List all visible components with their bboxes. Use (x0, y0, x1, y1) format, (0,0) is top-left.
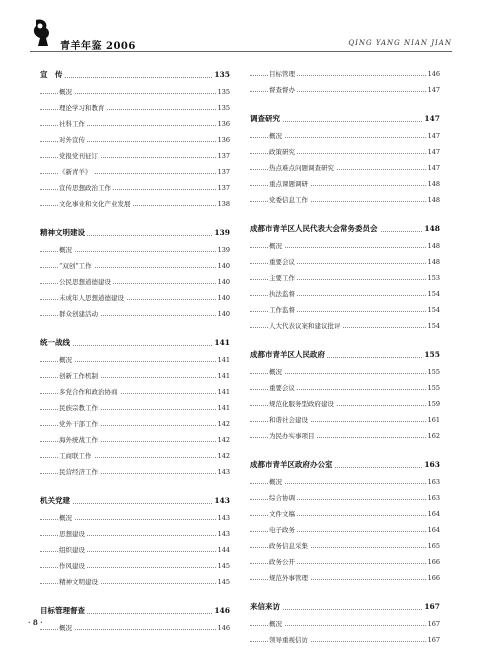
toc-item (40, 290, 230, 306)
toc-item (40, 464, 230, 480)
toc-section-page: 141 (212, 334, 230, 352)
toc-section-page: 146 (212, 602, 230, 620)
toc-item (40, 242, 230, 258)
toc-item-page: 166 (426, 570, 440, 586)
toc-item-page: 146 (216, 620, 230, 636)
toc-item-page: 164 (426, 506, 440, 522)
toc-item-page: 135 (216, 100, 230, 116)
page-number: · 8 · (28, 618, 43, 627)
toc-section-label: 宣 传 (40, 66, 65, 84)
toc-item-label: 党报党刊征订 (59, 148, 100, 164)
toc-item-page: 164 (426, 522, 440, 538)
toc-item (250, 522, 440, 538)
toc-item-label: 未成年人思想道德建设 (59, 290, 126, 306)
toc-item-label: 社科工作 (59, 116, 87, 132)
toc-item-label: 规范外事管理 (269, 570, 310, 586)
toc-item-page: 167 (426, 632, 440, 648)
toc-item-label: 作风建设 (59, 558, 87, 574)
toc-item (40, 510, 230, 526)
toc-item (40, 368, 230, 384)
toc-item-page: 142 (216, 448, 230, 464)
toc-item (40, 180, 230, 196)
toc-item-label: 目标管理 (269, 66, 297, 82)
toc-item-page: 135 (216, 84, 230, 100)
toc-item (250, 160, 440, 176)
toc-item (40, 274, 230, 290)
toc-item-label: 文化事业和文化产业发展 (59, 196, 133, 212)
toc-section-label: 成都市青羊区政府办公室 (250, 456, 335, 474)
toc-section (40, 224, 230, 242)
toc-item-label: “双创”工作 (59, 258, 94, 274)
toc-item-page: 139 (216, 242, 230, 258)
toc-item-label: 政务信息采集 (269, 538, 310, 554)
toc-item (250, 506, 440, 522)
toc-item (40, 306, 230, 322)
toc-item-page: 141 (216, 368, 230, 384)
toc-section (250, 220, 440, 238)
toc-item (250, 128, 440, 144)
toc-item-page: 140 (216, 306, 230, 322)
toc-item-page: 155 (426, 364, 440, 380)
toc-item-page: 146 (426, 66, 440, 82)
toc-item (250, 302, 440, 318)
toc-section (40, 602, 230, 620)
toc-item-label: 重要会议 (269, 380, 297, 396)
toc-item-page: 142 (216, 416, 230, 432)
toc-item-label: 概况 (269, 474, 284, 490)
toc-section (40, 66, 230, 84)
toc-item (40, 258, 230, 274)
toc-item-label: 对外宣传 (59, 132, 87, 148)
toc-item-label: 宣传思想政治工作 (59, 180, 113, 196)
leader-dots (40, 77, 230, 78)
toc-item-page: 136 (216, 116, 230, 132)
toc-item-label: 群众创建活动 (59, 306, 100, 322)
toc-section-page: 163 (422, 456, 440, 474)
toc-item-label: 多党合作和政治协商 (59, 384, 120, 400)
toc-item (40, 196, 230, 212)
toc-item (250, 474, 440, 490)
toc-item (250, 632, 440, 648)
toc-item (40, 132, 230, 148)
toc-item (40, 100, 230, 116)
toc-item (40, 574, 230, 590)
toc-item-page: 137 (216, 148, 230, 164)
toc-item-page: 153 (426, 270, 440, 286)
toc-item-label: 理论学习和教育 (59, 100, 107, 116)
toc-item-label: 概况 (269, 364, 284, 380)
toc-item (250, 396, 440, 412)
toc-item-page: 147 (426, 82, 440, 98)
toc-item-label: 重点课题调研 (269, 176, 310, 192)
toc-item-page: 147 (426, 160, 440, 176)
toc-item (40, 542, 230, 558)
toc-item-page: 142 (216, 432, 230, 448)
toc-item-label: 公民思想道德建设 (59, 274, 113, 290)
toc-section-label: 调查研究 (250, 110, 282, 128)
toc-section-label: 来信来访 (250, 598, 282, 616)
toc-section (250, 598, 440, 616)
toc-item-page: 141 (216, 352, 230, 368)
toc-section-page: 139 (212, 224, 230, 242)
toc-item (250, 428, 440, 444)
toc-item-label: 概况 (269, 238, 284, 254)
toc-item-label: 主要工作 (269, 270, 297, 286)
toc-item-label: 政策研究 (269, 144, 297, 160)
toc-section-page: 155 (422, 346, 440, 364)
toc-item (250, 554, 440, 570)
toc-item-label: 人大代表议案和建议批评 (269, 318, 343, 334)
toc-item-page: 155 (426, 380, 440, 396)
toc-section-label: 机关党建 (40, 492, 72, 510)
toc-item-label: 海外统战工作 (59, 432, 100, 448)
toc-section-page: 143 (212, 492, 230, 510)
toc-item (40, 448, 230, 464)
toc-section-page: 148 (422, 220, 440, 238)
toc-item-page: 136 (216, 132, 230, 148)
toc-section-label: 目标管理督查 (40, 602, 87, 620)
toc-item (40, 416, 230, 432)
toc-item (250, 490, 440, 506)
toc-item-page: 159 (426, 396, 440, 412)
toc-item-label: 创新工作机制 (59, 368, 100, 384)
toc-item-label: 民营经济工作 (59, 464, 100, 480)
toc-item-label: 民族宗教工作 (59, 400, 100, 416)
toc-item-page: 165 (426, 538, 440, 554)
toc-item-label: 为民办实事项目 (269, 428, 317, 444)
toc-item-label: 重要会议 (269, 254, 297, 270)
toc-item (250, 364, 440, 380)
toc-item-page: 143 (216, 464, 230, 480)
toc-item-page: 166 (426, 554, 440, 570)
toc-item (250, 380, 440, 396)
toc-item (40, 526, 230, 542)
toc-item-page: 147 (426, 128, 440, 144)
toc-item-page: 148 (426, 176, 440, 192)
toc-item-label: 和谐社会建设 (269, 412, 310, 428)
toc-item (40, 400, 230, 416)
toc-item (40, 164, 230, 180)
toc-item (250, 270, 440, 286)
yearbook-title: 青羊年鉴 2006 (60, 41, 136, 52)
toc-item-page: 162 (426, 428, 440, 444)
toc-item (250, 238, 440, 254)
toc-section-page: 147 (422, 110, 440, 128)
toc-item (40, 352, 230, 368)
toc-item-label: 精神文明建设 (59, 574, 100, 590)
toc-section-label: 统一战线 (40, 334, 72, 352)
toc-section-label: 成都市青羊区人民政府 (250, 346, 327, 364)
toc-item-page: 140 (216, 290, 230, 306)
toc-item-label: 思想建设 (59, 526, 87, 542)
toc-item (40, 384, 230, 400)
toc-item-page: 161 (426, 412, 440, 428)
toc-item-label: 概况 (59, 352, 74, 368)
toc-item-label: 文件文稿 (269, 506, 297, 522)
toc-item-label: 电子政务 (269, 522, 297, 538)
toc-right-column (250, 66, 440, 648)
toc-item (40, 116, 230, 132)
toc-item-label: 规范化服务型政府建设 (269, 396, 336, 412)
toc-item-page: 140 (216, 258, 230, 274)
toc-item (40, 432, 230, 448)
yearbook-logo-icon (30, 18, 54, 48)
toc-item-label: 概况 (59, 84, 74, 100)
toc-section-page: 167 (422, 598, 440, 616)
toc-item (250, 66, 440, 82)
toc-item-label: 概况 (59, 242, 74, 258)
toc-section (40, 334, 230, 352)
toc-item (250, 254, 440, 270)
toc-item-page: 154 (426, 286, 440, 302)
toc-item-page: 148 (426, 254, 440, 270)
toc-item-label: 概况 (59, 510, 74, 526)
toc-item (40, 558, 230, 574)
toc-item-label: 组织建设 (59, 542, 87, 558)
toc-item-label: 综合协调 (269, 490, 297, 506)
toc-item (250, 192, 440, 208)
yearbook-pinyin: QING YANG NIAN JIAN (348, 39, 452, 47)
toc-item-page: 143 (216, 510, 230, 526)
toc-item-page: 145 (216, 574, 230, 590)
toc-item-page: 145 (216, 558, 230, 574)
toc-item-page: 140 (216, 274, 230, 290)
toc-item-page: 148 (426, 238, 440, 254)
toc-item-label: 督查督办 (269, 82, 297, 98)
toc-item (40, 148, 230, 164)
header-rule (30, 51, 452, 52)
toc-item-page: 167 (426, 616, 440, 632)
toc-item-label: 概况 (59, 620, 74, 636)
toc-item-page: 143 (216, 526, 230, 542)
toc-item-label: 政务公开 (269, 554, 297, 570)
toc-item (250, 538, 440, 554)
page-header (30, 18, 452, 58)
toc-item-label: 工商联工作 (59, 448, 94, 464)
toc-item-page: 137 (216, 164, 230, 180)
toc-item (250, 412, 440, 428)
toc-item-page: 163 (426, 474, 440, 490)
toc-item (250, 144, 440, 160)
toc-item-page: 141 (216, 384, 230, 400)
toc-item (250, 570, 440, 586)
toc-item (250, 286, 440, 302)
toc-item-label: 党委信息工作 (269, 192, 310, 208)
toc-section-page: 135 (212, 66, 230, 84)
toc-item-page: 148 (426, 192, 440, 208)
toc-section (40, 492, 230, 510)
toc-item-page: 138 (216, 196, 230, 212)
toc-item-page: 144 (216, 542, 230, 558)
toc-item-page: 147 (426, 144, 440, 160)
toc-item-page: 154 (426, 302, 440, 318)
toc-section (250, 456, 440, 474)
toc-section-label: 成都市青羊区人民代表大会常务委员会 (250, 220, 380, 238)
toc-item (40, 620, 230, 636)
toc-item-page: 137 (216, 180, 230, 196)
toc-section (250, 110, 440, 128)
toc-section-label: 精神文明建设 (40, 224, 87, 242)
toc-section (250, 346, 440, 364)
toc-item-label: 概况 (269, 128, 284, 144)
toc-item (250, 82, 440, 98)
toc-item (250, 318, 440, 334)
toc-item (250, 176, 440, 192)
toc-item (40, 84, 230, 100)
toc-item-label: 党外干部工作 (59, 416, 100, 432)
toc-item (250, 616, 440, 632)
toc-item-label: 领导重视信访 (269, 632, 310, 648)
toc-item-label: 执法监督 (269, 286, 297, 302)
toc-item-page: 141 (216, 400, 230, 416)
toc-item-page: 154 (426, 318, 440, 334)
toc-left-column (40, 66, 230, 636)
toc-item-page: 163 (426, 490, 440, 506)
toc-item-label: 工作监督 (269, 302, 297, 318)
toc-item-label: 概况 (269, 616, 284, 632)
toc-item-label: 热点难点问题调查研究 (269, 160, 336, 176)
toc-item-label: 《新青羊》 (59, 164, 94, 180)
